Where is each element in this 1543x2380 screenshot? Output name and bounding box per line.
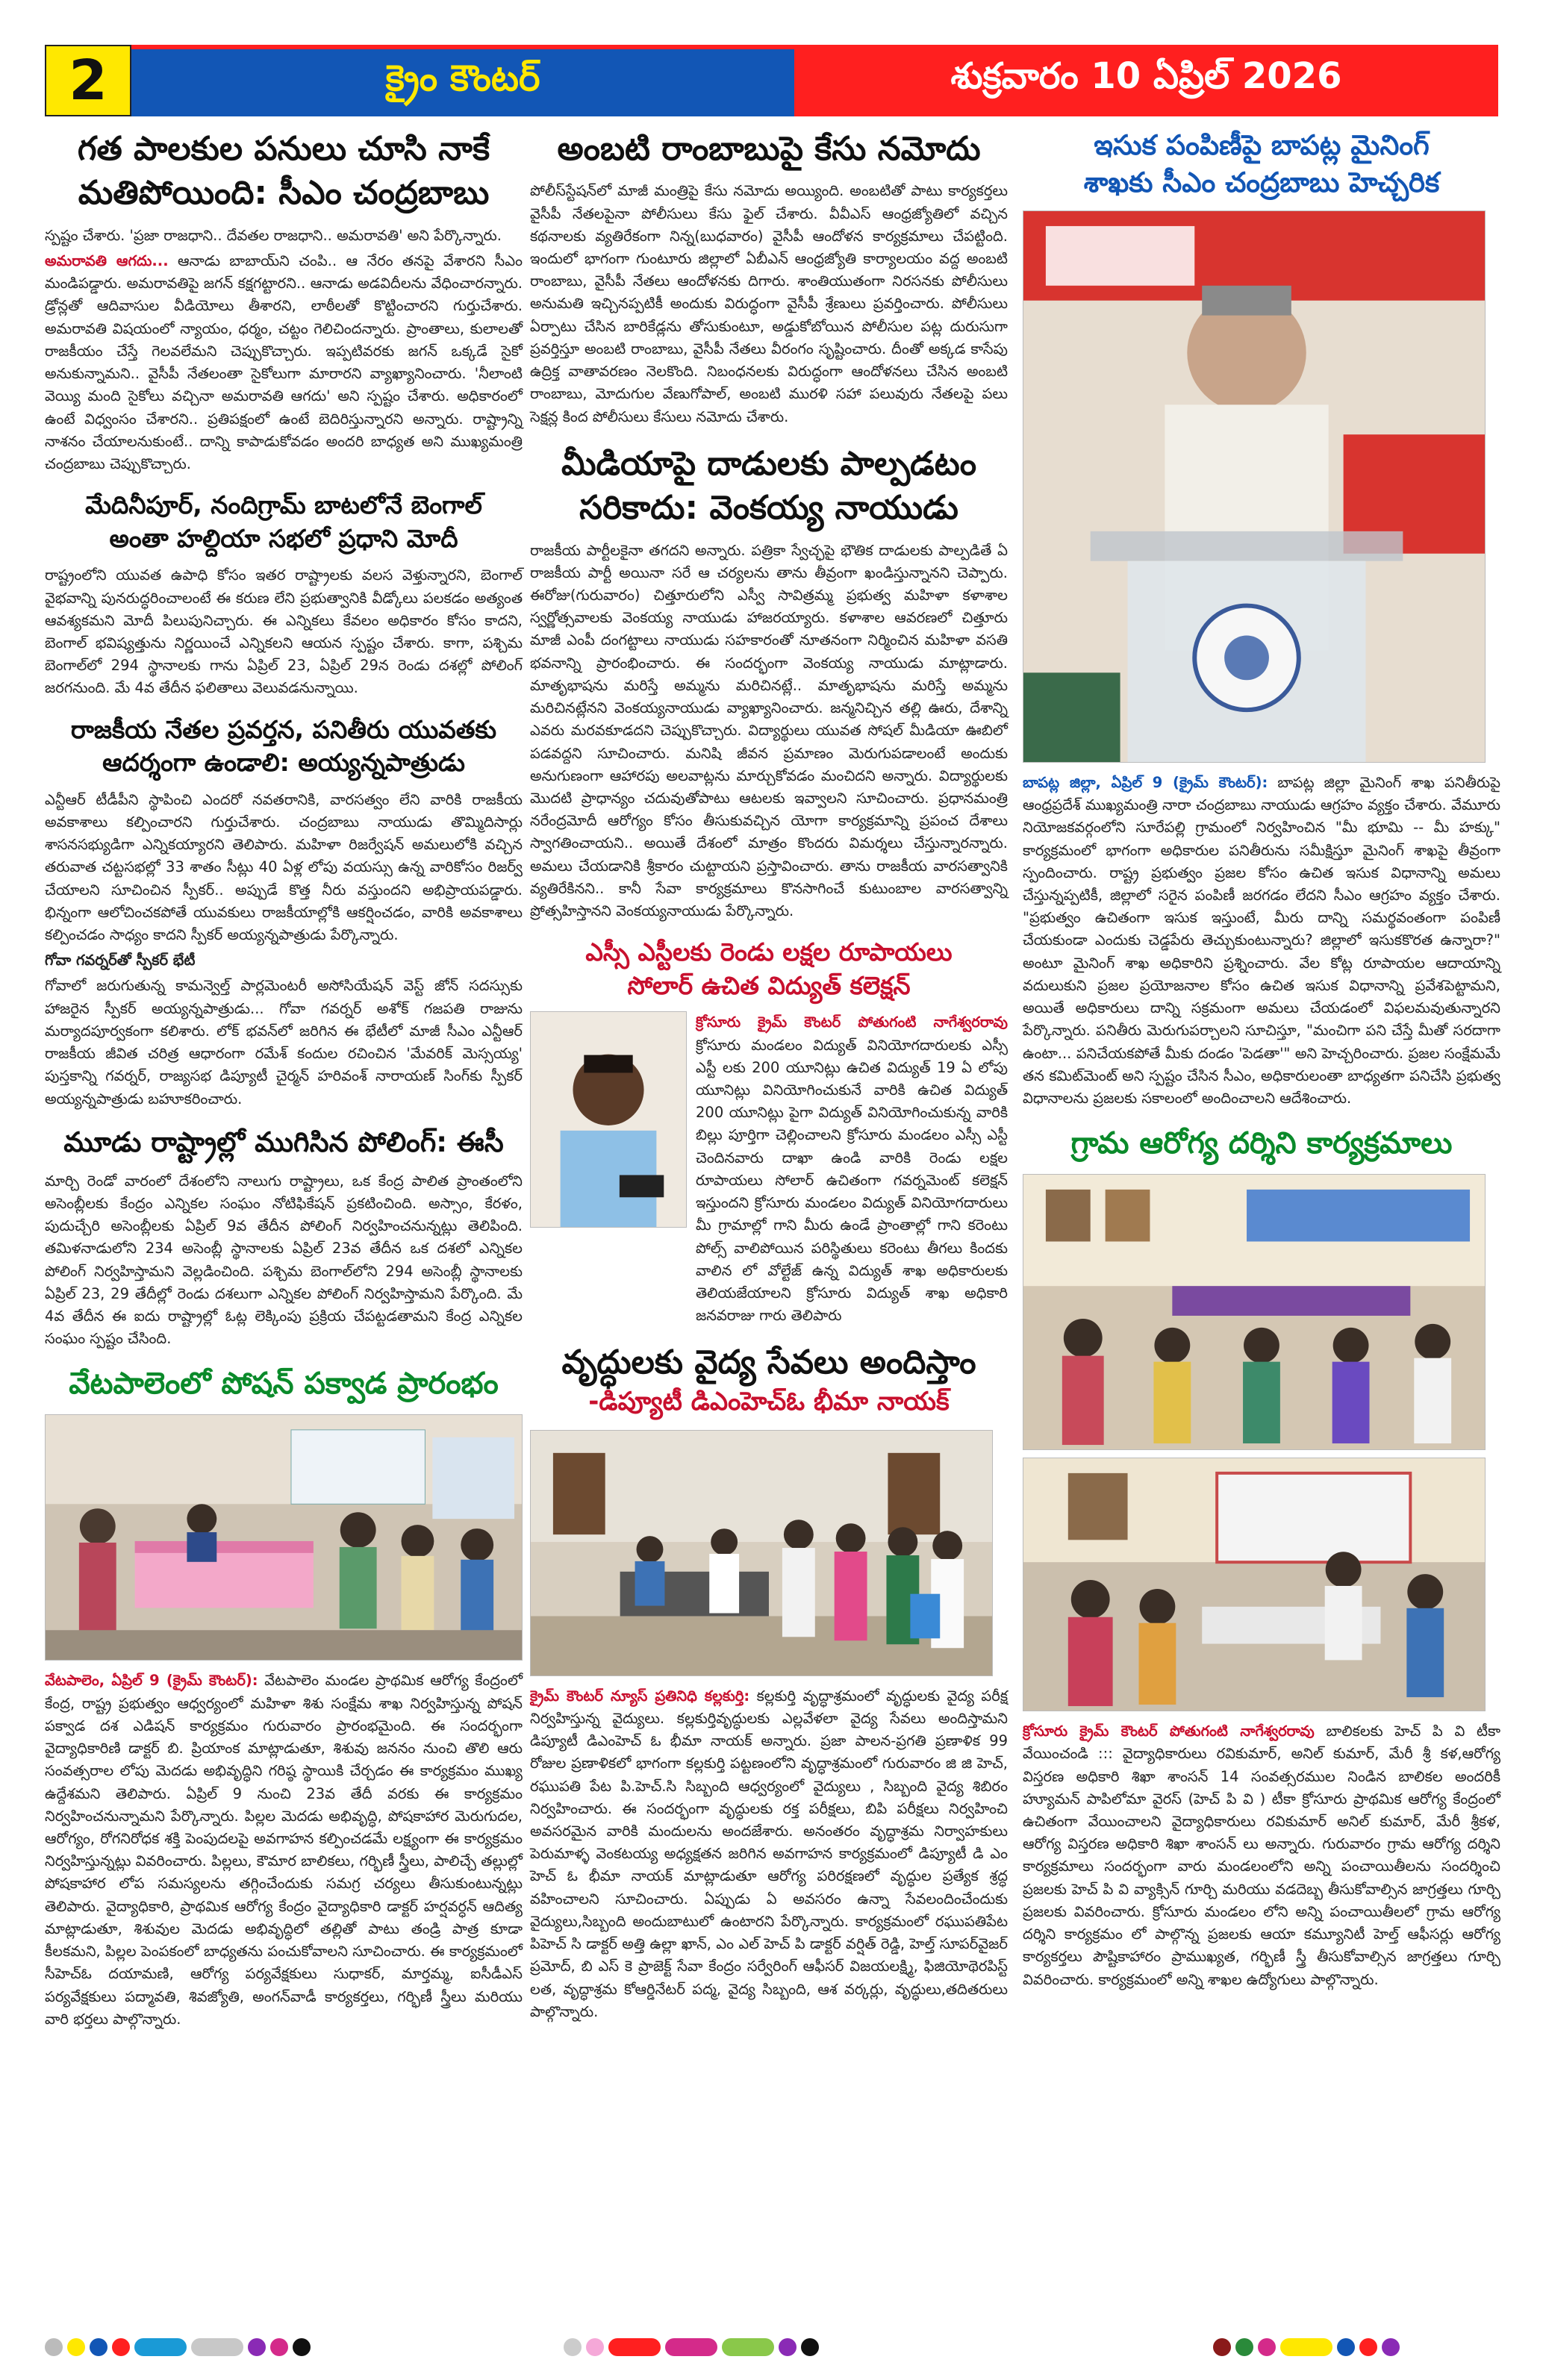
swatch <box>248 2338 266 2356</box>
story-body <box>45 1670 523 2031</box>
swatch <box>1280 2338 1332 2356</box>
poshan-photo-image <box>46 1415 522 1660</box>
headline: సరికాదు: వెంకయ్య నాయుడు <box>579 489 958 528</box>
swatch <box>779 2338 797 2356</box>
swatch <box>270 2338 288 2356</box>
cm-speech-photo <box>1023 210 1486 763</box>
elderly-camp-photo-image <box>531 1431 992 1675</box>
headline: అంబటి రాంబాబుపై కేసు నమోదు <box>557 130 981 168</box>
headline: వృద్ధులకు వైద్య సేవలు అందిస్తాం <box>561 1343 976 1382</box>
paragraph-text: బాపట్ల జిల్లా మైనింగ్ శాఖ పనితీరుపై ఆంధ్రప్రదేశ్ ముఖ్యమంత్రి నారా చంద్రబాబు నాయుడు ఆగ్రహం వ్యక్తం చేశారు. వేమూరు నియోజకవర్గంలోని సూరేపల్లి గ్రామంలో నిర్వహించిన "మీ భూమి -- మీ హక్కు" కార్యక్రమంలో భాగంగా అధికారుల పనితీరును సమీక్షిస్తూ మైనింగ్ శాఖపై తీవ్రంగా స్పందించారు. రాష్ట్ర ప్రభుత్వం ప్రజల కోసం ఉచిత ఇసుక విధానాన్ని అమలు చేస్తున్నప్పటికీ, జిల్లాలో సరైన పంపిణీ జరగడం లేదని సీఎం ఆగ్రహం వ్యక్తం చేశారు. "ప్రభుత్వం ఉచితంగా ఇసుక ఇస్తుంటే, మీరు దాన్ని సమర్థవంతంగా పంపిణీ చేయకుండా ఎందుకు చెడ్డపేరు తెచ్చుకుంటున్నారు? జిల్లాలో ఇసుకకొరత ఉన్నారా?" అంటూ మైనింగ్ శాఖ అధికారిని ప్రశ్నించారు. వేల కోట్ల రూపాయల ఆదాయాన్ని వదులుకుని ప్రజల ప్రయోజనాల కోసం ఉచిత ఇసుక విధానాన్ని ప్రవేశపెట్టామని, అయితే అధికారులు దాన్ని సక్రమంగా అమలు చేయడంలో విఫలమవుతున్నారని పేర్కొన్నారు. పనితీరు మెరుగుపర్చాలని సూచిస్తూ, "మంచిగా పని చేస్తే మీతో సరదాగా ఉంటా... పనిచేయకపోతే మీకు దండం 'పెడతా'" అని హెచ్చరించారు. ప్రజల సంక్షేమమే తన కమిట్‌మెంట్ అని స్పష్టం చేసిన సీఎం, అధికారులంతా బాధ్యతగా పనిచేసి ప్రభుత్వ విధానాలను ప్రజలకు సకాలంలో అందించాలని ఆదేశించారు. <box>1023 773 1500 1107</box>
paragraph-text: వేటపాలెం మండల ప్రాథమిక ఆరోగ్య కేంద్రంలో కేంద్ర, రాష్ట్ర ప్రభుత్వం ఆధ్వర్యంలో మహిళా శిశు సంక్షేమ శాఖ నిర్వహిస్తున్న పోషన్ పక్వాడ దశ ఎడిషన్ కార్యక్రమం గురువారం ప్రారంభమైంది. ఈ సందర్భంగా వైద్యాధికారిణి డాక్టర్ బి. ప్రియాంక మాట్లాడుతూ, శిశువు జననం నుంచి తొలి ఆరు సంవత్సరాల లోపు మెదడు అభివృద్ధిని గరిష్ఠ స్థాయికి చేర్చడం ఈ కార్యక్రమం ముఖ్య ఉద్దేశమని తెలిపారు. ఏప్రిల్ 9 నుంచి 23వ తేదీ వరకు ఈ కార్యక్రమం నిర్వహించనున్నామని పేర్కొన్నారు. పిల్లల మెదడు అభివృద్ధి, పోషకాహార మెరుగుదల, ఆరోగ్యం, రోగనిరోధక శక్తి పెంపుదలపై అవగాహన కల్పించడమే లక్ష్యంగా ఈ కార్యక్రమం నిర్వహిస్తున్నట్లు వివరించారు. పిల్లలు, కౌమార బాలికలు, గర్భిణీ స్త్రీలు, పాలిచ్చే తల్లుల్లో పోషకాహార లోప సమస్యలను తగ్గించేందుకు సమగ్ర చర్యలు తీసుకుంటున్నట్లు తెలిపారు. వైద్యాధికారి, ప్రాథమిక ఆరోగ్య కేంద్రం వైద్యాధికారి డాక్టర్ హర్షవర్ధన్ ఆదిత్య మాట్లాడుతూ, శిశువుల మెదడు అభివృద్ధిలో తల్లితో పాటు తండ్రి పాత్ర కూడా కీలకమని, పిల్లల పెంపకంలో బాధ్యతను పంచుకోవాలని సూచించారు. ఈ కార్యక్రమంలో సీహెచ్ఓ దయామణి, ఆరోగ్య పర్యవేక్షకులు సుధాకర్, మార్తమ్మ, ఐసీడీఎస్ పర్యవేక్షకులు పద్మావతి, శివజ్యోతి, అంగన్‌వాడీ కార్యకర్తలు, గర్భిణీ స్త్రీలు మరియు వారి భర్తలు పాల్గొన్నారు. <box>45 1672 523 2028</box>
story-ec-polling <box>45 1124 523 1351</box>
elderly-camp-photo <box>530 1430 993 1676</box>
headline: మతిపోయింది: సీఎం చంద్రబాబు <box>78 174 490 213</box>
swatch <box>608 2338 661 2356</box>
lead-text: క్రైమ్ కౌంటర్ న్యూస్ ప్రతినిధి కల్లకుర్తి: <box>530 1687 750 1705</box>
paragraph-text: బాలికలకు హెచ్ పి వి టీకా వేయించండి ::: వైద్యాధికారులు రవికుమార్, అనిల్ కుమార్, మేరీ శ్రీ కళ,ఆరోగ్య విస్తరణ అధికారి శిఖా శాంసన్ 14 సంవత్సరముల నిండిన బాలికల అందరికీ హ్యూమన్ పాపిలోమా వైరస్ (హెచ్ పి వి ) టీకా క్రోసూరు ప్రాథమిక ఆరోగ్య కేంద్రంలో ఉచితంగా వేయించాలని వైద్యాధికారులు రవికుమార్ అనిల్ కుమార్, మేరీ శ్రీకళ, ఆరోగ్య విస్తరణ అధికారి శిఖా శాంసన్ లు అన్నారు. గురువారం గ్రామ ఆరోగ్య దర్శిని కార్యక్రమాలు సందర్భంగా వారు మండలంలోని అన్ని పంచాయితీలను సందర్శించి ప్రజలకు హెచ్ పి వి వ్యాక్సిన్ గూర్చి మరియు వడదెబ్బ తీసుకోవాల్సిన జాగ్రత్తలు గూర్చి ప్రజలకు వివరించారు. క్రోసూరు మండలం లోని అన్ని పంచాయితీలలో గ్రామ ఆరోగ్య దర్శిని కార్యక్రమం లో పాల్గొన్న ప్రజలకు ఆయా కమ్యూనిటీ హెల్త్ ఆఫీసర్లు ఆరోగ్య కార్యకర్తలు పౌష్టికాహారం ప్రాముఖ్యత, గర్భిణీ స్త్రీ తీసుకోవాల్సిన జాగ్రత్తలు గూర్చి వివరించారు. కార్యక్రమంలో అన్ని శాఖల ఉద్యోగులు పాల్గొన్నారు. <box>1023 1722 1501 1988</box>
color-register-left <box>45 2336 311 2358</box>
headline: అంతా హల్దియా సభలో ప్రధాని మోదీ <box>109 523 458 553</box>
lead-text: క్రోసూరు క్రైమ్ కౌంటర్ పోతుగంటి నాగేశ్వరరావు <box>1023 1722 1315 1740</box>
swatch <box>586 2338 604 2356</box>
paragraph: గోవాలో జరుగుతున్న కామన్వెల్త్ పార్లమెంటరీ అసోసియేషన్ వెస్ట్ జోన్ సదస్సుకు హాజరైన స్పీకర్ అయ్యన్నపాత్రుడు... గోవా గవర్నర్ అశోక్ గజపతి రాజును మర్యాదపూర్వకంగా కలిశారు. లోక్ భవన్‌లో జరిగిన ఈ భేటీలో మాజీ సీఎం ఎన్టీఆర్ రాజకీయ జీవిత చరిత్ర ఆధారంగా రమేశ్ కందుల రచించిన 'మేవరిక్ మెస్సయ్య' పుస్తకాన్ని గవర్నర్, రాజ్యసభ డిప్యూటీ చైర్మన్ హరివంశ్ నారాయణ్ సింగ్‌కు స్పీకర్ అయ్యన్నపాత్రుడు బహూకరించారు. <box>45 977 523 1108</box>
swatch <box>67 2338 85 2356</box>
headline: మూడు రాష్ట్రాల్లో ముగిసిన పోలింగ్: ఈసీ <box>63 1125 504 1158</box>
paragraph <box>45 250 523 475</box>
story-body: మార్చి రెండో వారంలో దేశంలోని నాలుగు రాష్ట్రాలు, ఒక కేంద్ర పాలిత ప్రాంతంలోని అసెంబ్లీలకు కేంద్రం ఎన్నికల సంఘం నోటిఫికేషన్ ప్రకటించింది. అస్సాం, కేరళం, పుదుచ్చేరి అసెంబ్లీలకు ఏప్రిల్ 9వ తేదీన పోలింగ్ నిర్వహించనున్నట్లు తెలిపింది. తమిళనాడులోని 234 అసెంబ్లీ స్థానాలకు ఏప్రిల్ 23వ తేదీన ఒక దశలో ఎన్నికల పోలింగ్ నిర్వహిస్తామని వెల్లడించింది. పశ్చిమ బెంగాల్‌లోని 294 అసెంబ్లీ స్థానాలకు ఏప్రిల్ 23, 29 తేదీల్లో రెండు దశలుగా ఎన్నికల పోలింగ్ నిర్వహిస్తామని పేర్కొంది. మే 4వ తేదీన ఈ ఐదు రాష్ట్రాల్లో ఓట్ల లెక్కింపు ప్రక్రియ చేపట్టడతామని కేంద్ర ఎన్నికల సంఘం స్పష్టం చేసింది. <box>45 1172 523 1348</box>
paragraph: ఎన్టీఆర్ టీడీపీని స్థాపించి ఎందరో నవతరానికి, వారసత్వం లేని వారికి రాజకీయ అవకాశాలు కల్పించారని గుర్తుచేశారు. చంద్రబాబు నాయుడు తొమ్మిదిసార్లు శాసనసభ్యుడిగా ఎన్నికయ్యారని తెలిపారు. మహిళా రిజర్వేషన్ అమలులోకి వచ్చిన తరువాత చట్టసభల్లో 33 శాతం సీట్లు 40 ఏళ్ల లోపు వయస్సు ఉన్న వారికోసం రిజర్వ్ చేయాలని సూచించిన స్పీకర్.. అప్పుడే కొత్త నీరు వస్తుందని అభిప్రాయపడ్డారు. భిన్నంగా ఆలోచించకపోతే యువకులు రాజకీయాల్లోకి ఆకర్షించడం, వారికి అవకాశాలు కల్పించడం సాధ్యం కాదని స్పీకర్ అయ్యన్నపాత్రుడు పేర్కొన్నారు. <box>45 790 523 943</box>
lead-text: వేటపాలెం, ఏప్రిల్ 9 (క్రైమ్ కౌంటర్): <box>45 1672 258 1690</box>
story-body <box>45 789 523 1111</box>
story-venkaiah <box>530 442 1008 923</box>
headline: ఆదర్శంగా ఉండాలి: అయ్యన్నపాత్రుడు <box>102 748 465 778</box>
masthead <box>45 45 1498 116</box>
swatch <box>191 2338 243 2356</box>
headline: సోలార్ ఉచిత విద్యుత్ కలెక్షన్ <box>627 970 911 1000</box>
headline: మేదినీపూర్, నందిగ్రామ్ బాటలోనే బెంగాల్ <box>85 490 482 520</box>
swatch <box>1213 2338 1231 2356</box>
story-ayyannapatrudu <box>45 713 523 1111</box>
swatch <box>293 2338 311 2356</box>
swatch <box>1235 2338 1253 2356</box>
headline: ఎస్సీ ఎస్టీలకు రెండు లక్షల రూపాయలు <box>585 937 953 967</box>
poshan-photo <box>45 1414 523 1661</box>
story-ambati <box>530 127 1008 428</box>
column-1 <box>45 127 523 2031</box>
story-sand-mining <box>1023 127 1500 1110</box>
swatch <box>1258 2338 1276 2356</box>
page-number: 2 <box>45 45 131 116</box>
headline: రాజకీయ నేతల ప్రవర్తన, పనితీరు యువతకు <box>70 714 497 744</box>
story-body: రాష్ట్రంలోని యువత ఉపాధి కోసం ఇతర రాష్ట్రాలకు వలస వెళ్తున్నారని, బెంగాల్ వైభవాన్ని పునరుద్ధరించాలంటే ఈ కరుణ లేని ప్రభుత్వానికి వీడ్కోలు పలకడం అత్యంత ఆవశ్యకమని మోదీ పిలుపునిచ్చారు. ఈ ఎన్నికలు కేవలం అధికారం కోసం కాదని, బెంగాల్ భవిష్యత్తును నిర్ణయించే ఎన్నికలని ఆయన స్పష్టం చేశారు. కాగా, పశ్చిమ బెంగాల్‌లో 294 స్థానాలకు గాను ఏప్రిల్ 23, ఏప్రిల్ 29న రెండు దశల్లో పోలింగ్ జరగనుంది. మే 4వ తేదీన ఫలితాలు వెలువడనున్నాయి. <box>45 566 523 697</box>
dateline: శుక్రవారం 10 ఏప్రిల్ 2026 <box>794 45 1498 116</box>
swatch <box>801 2338 819 2356</box>
lead-text: క్రోసూరు క్రైమ్ కౌంటర్ పోతుగంటి నాగేశ్వరరావు <box>696 1013 1008 1031</box>
color-register-center <box>564 2336 819 2358</box>
subheading: గోవా గవర్నర్‌తో స్పీకర్ భేటీ <box>45 952 196 969</box>
headline: శాఖకు సీఎం చంద్రబాబు హెచ్చరిక <box>1083 166 1440 199</box>
swatch <box>134 2338 187 2356</box>
column-2 <box>530 127 1008 2023</box>
swatch <box>1337 2338 1355 2356</box>
paragraph: స్పష్టం చేశారు. 'ప్రజా రాజధాని.. దేవతల రాజధాని.. అమరావతి' అని పేర్కొన్నారు. <box>45 226 502 244</box>
swatch <box>90 2338 107 2356</box>
paragraph-text: ఆనాడు బాబాయ్‌ని చంపి.. ఆ నేరం తనపై వేశారని సీఎం మండిపడ్డారు. అమరావతిపై జగన్ కక్షగట్టారని.. ఆనాడు అడవిదీలను వేధించారన్నారు. డ్రోన్లతో ఆదివాసుల వీడియోలు తీశారని, లాఠీలతో కొట్టించారని గుర్తుచేశారు. అమరావతి విషయంలో న్యాయం, ధర్మం, చట్టం గెలిచిందన్నారు. ప్రాంతాలు, కులాలతో రాజకీయం చేస్తే గెలవలేమని చెప్పుకొచ్చారు. ఇప్పటివరకు జగన్ ఒక్కడే సైకో అనుకున్నామని.. వైసీపీ నేతలంతా సైకోలుగా మారారని వ్యాఖ్యానించారు. 'నీలాంటి వెయ్యి మంది సైకోలు వచ్చినా అమరావతి ఆగదు' అని స్పష్టం చేశారు. అధికారంలో ఉంటే విధ్వంసం చేశారని.. ప్రతిపక్షంలో ఉంటే బెదిరిస్తున్నారని అన్నారు. రాష్ట్రాన్ని నాశనం చేయాలనుకుంటే.. దాన్ని కాపాడుకోవడం అందరి బాధ్యత అని ముఖ్యమంత్రి చంద్రబాబు చెప్పుకొచ్చారు. <box>45 252 523 472</box>
headline: ఇసుక పంపిణీపై బాపట్ల మైనింగ్ <box>1094 129 1430 161</box>
solar-row <box>530 1011 1008 1327</box>
swatch <box>665 2338 717 2356</box>
headline: మీడియాపై దాడులకు పాల్పడటం <box>561 444 976 483</box>
health-camp-photo-1-image <box>1023 1175 1485 1449</box>
story-body: రాజకీయ పార్టీలకైనా తగదని అన్నారు. పత్రికా స్వేచ్ఛపై భౌతిక దాడులకు పాల్పడితే ఏ రాజకీయ పార్టీ అయినా సరే ఆ చర్యలను తాను తీవ్రంగా ఖండిస్తున్నానని చెప్పారు. ఈరోజు(గురువారం) చిత్తూరులోని ఎస్వీ సావిత్రమ్మ ప్రభుత్వ మహిళా కళాశాల స్వర్ణోత్సవాలకు వెంకయ్య నాయుడు హాజరయ్యారు. కళాశాల ఆవరణలో చిత్తూరు మాజీ ఎంపీ దంగట్టాలు నాయుడు సహకారంతో నూతనంగా నిర్మించిన మహిళా వసతి భవనాన్ని ప్రారంభించారు. ఈ సందర్భంగా వెంకయ్య నాయుడు మాట్లాడారు. మాతృభాషను మరిస్తే అమ్మను మరిచినట్లే.. మాతృభాషను మరిస్తే అమ్మను మరిచినట్లేనని వెంకయ్యనాయుడు వ్యాఖ్యానించారు. జన్మనిచ్చిన తల్లి ఊరు, దేశాన్ని ఎవరు మరవకూడదని చెప్పుకొచ్చారు. విద్యార్థులు యువత సోషల్ మీడియా ఊబిలో పడవద్దని సూచించారు. మనిషి జీవన ప్రమాణం మెరుగుపడాలంటే అందుకు అనుగుణంగా ఆహారపు అలవాట్లను మార్చుకోవడం మంచిదని అన్నారు. విద్యార్థులకు మొదటి ప్రాధాన్యం చదువుతోపాటు ఆటలకు ఇవ్వాలని సూచించారు. ప్రధానమంత్రి నరేంద్రమోదీ ఆరోగ్యం కోసం తీసుకువచ్చిన యోగా కార్యక్రమాన్ని ప్రపంచ దేశాలు స్వాగతించాయని.. అయితే దేశంలో మాత్రం కొందరు విమర్శలు చేస్తున్నారన్నారు. అమలు చేయడానికి శ్రీకారం చుట్టాయని ప్రస్తావించారు. తాను రాజకీయ వారసత్వానికి వ్యతిరేకినని.. కానీ సేవా కార్యక్రమాలు కొనసాగించే కుటుంబాల వారసత్వాన్ని ప్రోత్సహిస్తానని వెంకయ్యనాయుడు పేర్కొన్నారు. <box>530 541 1008 920</box>
story-health-darshini <box>1023 1123 1500 1991</box>
swatch <box>1382 2338 1400 2356</box>
health-camp-photo-2 <box>1023 1458 1486 1711</box>
headline: గ్రామ ఆరోగ్య దర్శిని కార్యక్రమాలు <box>1070 1126 1453 1161</box>
story-bengal-modi <box>45 489 523 699</box>
story-body <box>696 1011 1008 1327</box>
lead-text: అమరావతి ఆగదు... <box>45 252 169 269</box>
story-cm-chandrababu <box>45 127 523 475</box>
story-elderly-care <box>530 1340 1008 2023</box>
reporter-photo-image <box>531 1012 686 1227</box>
cm-speech-photo-image <box>1023 211 1485 762</box>
subheadline: -డిప్యూటీ డిఎంహెచ్ఓ భీమా నాయక్ <box>588 1386 950 1417</box>
story-body: పోలీస్‌స్టేషన్‌లో మాజీ మంత్రిపై కేసు నమోదు అయ్యింది. అంబటితో పాటు కార్యకర్తలు వైసీపీ నేతలపైనా పోలీసులు కేసు ఫైల్ చేశారు. వీవీఎస్ ఆంధ్రజ్యోతిలో వచ్చిన కథనాలకు వ్యతిరేకంగా నిన్న(బుధవారం) వైసీపీ ఆందోళన కార్యక్రమాలు చేపట్టింది. ఇందులో భాగంగా గుంటూరు జిల్లాలో ఏబీఎన్ ఆంధ్రజ్యోతి కార్యాలయం వద్ద అంబటి రాంబాబు, వైసీపీ నేతలు ఆందోళనకు దిగారు. శాంతియుతంగా నిరసనకు పోలీసులు అనుమతి ఇచ్చినప్పటికీ అందుకు విరుద్ధంగా వైసీపీ శ్రేణులు ప్రవర్తించారు. పోలీసులు ఏర్పాటు చేసిన బారికేడ్లను తోసుకుంటూ, అడ్డుకోబోయిన పోలీసుల పట్ల దురుసుగా ప్రవర్తిస్తూ అంబటి రాంబాబు, వైసీపీ నేతలు వీరంగం సృష్టించారు. దీంతో అక్కడ కాసేపు ఉద్రిక్త వాతావరణం నెలకొంది. నిబంధనలకు విరుద్ధంగా ఆందోళనలు చేసిన అంబటి రాంబాబు, మోదుగుల వేణుగోపాల్, అంబటి మురళి సహా పలువురు నేతలపై పలు సెక్షన్ల కింద పోలీసులు కేసులు నమోదు చేశారు. <box>530 182 1008 425</box>
story-body <box>530 1685 1008 2023</box>
swatch <box>1359 2338 1377 2356</box>
swatch <box>722 2338 774 2356</box>
paragraph-text: కల్లకుర్తి వృద్ధాశ్రమంలో వృద్ధులకు వైద్య పరీక్ష నిర్వహిస్తున్న వైద్యులు. కల్లకుర్తివృద్ధులకు ఎల్లవేళలా వైద్య సేవలు అందిస్తామని డిప్యూటీ డిఎంహెచ్ ఓ భీమా నాయక్ అన్నారు. ప్రజా పాలన-ప్రగతి ప్రణాళిక 99 రోజుల ప్రణాళికలో భాగంగా కల్లకుర్తి పట్టణంలోని వృద్ధాశ్రమంలో గురువారం జి జి హెచ్, రఘుపతి పేట పి.హెచ్.సి సిబ్బంది ఆధ్వర్యంలో వైద్యులు , సిబ్బంది వైద్య శిబిరం నిర్వహించారు. ఈ సందర్భంగా వృద్ధులకు రక్త పరీక్షలు, బిపి పరీక్షలు నిర్వహించి అవసరమైన వారికి మందులను అందజేశారు. అనంతరం వృద్ధాశ్రమ నిర్వాహకులు పెరుమాళ్ళ వెంకటయ్య అధ్యక్షతన జరిగిన అవగాహన కార్యక్రమంలో డిప్యూటీ డి ఎం హెచ్ ఓ భీమా నాయక్ మాట్లాడుతూ ఆరోగ్య పరిరక్షణలో వృద్ధుల ప్రత్యేక శ్రద్ధ వహించాలని సూచించారు. ఏప్పుడు ఏ అవసరం ఉన్నా సేవలందించేందుకు వైద్యులు,సిబ్బంది అందుబాటులో ఉంటారని పేర్కొన్నారు. కార్యక్రమంలో రఘుపతిపేట పిహెచ్ సి డాక్టర్ అత్తి ఉల్లా ఖాన్, ఎం ఎల్ హెచ్ పి డాక్టర్ వర్షిత్ రెడ్డి, హెల్త్ సూపర్‌వైజర్ ప్రమోద్, బి ఎస్ కె ప్రాజెక్ట్ సేవా కేంద్రం సర్వేరింగ్ ఆఫీసర్ విజయలక్ష్మి, ఫిజియోథెరపిస్ట్ లత, వృద్ధాశ్రమ కోఆర్డినేటర్ పద్మ, వైద్య సిబ్బంది, ఆశ వర్కర్లు, వృద్ధులు,తదితరులు పాల్గొన్నారు. <box>530 1687 1009 2020</box>
story-body <box>45 225 523 475</box>
lead-text: బాపట్ల జిల్లా, ఏప్రిల్ 9 (క్రైమ్ కౌంటర్): <box>1023 773 1268 791</box>
color-register-right <box>1213 2336 1400 2358</box>
swatch <box>564 2338 582 2356</box>
story-body <box>1023 1720 1500 1991</box>
story-body <box>1023 772 1500 1110</box>
swatch <box>45 2338 63 2356</box>
brand-title: క్రైం కౌంటర్ <box>131 45 794 116</box>
health-camp-photo-2-image <box>1023 1458 1485 1711</box>
headline: వేటపాలెంలో పోషన్ పక్వాడ ప్రారంభం <box>69 1367 499 1402</box>
story-solar <box>530 936 1008 1327</box>
story-poshan <box>45 1364 523 2031</box>
swatch <box>112 2338 130 2356</box>
health-camp-photo-1 <box>1023 1174 1486 1450</box>
paragraph-text: క్రోసూరు మండలం విద్యుత్ వినియోగదారులకు ఎస్సీ ఎస్టీ లకు 200 యూనిట్లు ఉచిత విద్యుత్ 19 ఏ లోపు యూనిట్లు వినియోగించుకునే వారికి ఉచిత విద్యుత్ 200 యూనిట్లు పైగా విద్యుత్ వినియోగించుకున్న వారికి బిల్లు పూర్తిగా చెల్లించాలని క్రోసూరు మండలం ఎస్సీ ఎస్టీ చెందినవారు దాఖా ఉండి వారికి రెండు లక్షల రూపాయలు సోలార్ ఉచితంగా గవర్నమెంట్ కలెక్షన్ ఇస్తుందని క్రోసూరు మండలం విద్యుత్ వినియోగదారులు మీ గ్రామాల్లో గాని మీరు ఉండే ప్రాంతాల్లో గాని కరెంటు పోల్స్ వాలిపోయిన పరిస్థితులు కరెంటు తీగలు కిందకు వాలిన లో వోల్టేజ్ ఉన్న విద్యుత్ శాఖ అధికారులకు తెలియజేయాలని క్రోసూరు విద్యుత్ శాఖ అధికారి జనవరాజు గారు తెలిపారు <box>696 1036 1008 1325</box>
column-3 <box>1023 127 1500 1991</box>
reporter-photo <box>530 1011 687 1228</box>
headline: గత పాలకుల పనులు చూసి నాకే <box>77 130 490 168</box>
